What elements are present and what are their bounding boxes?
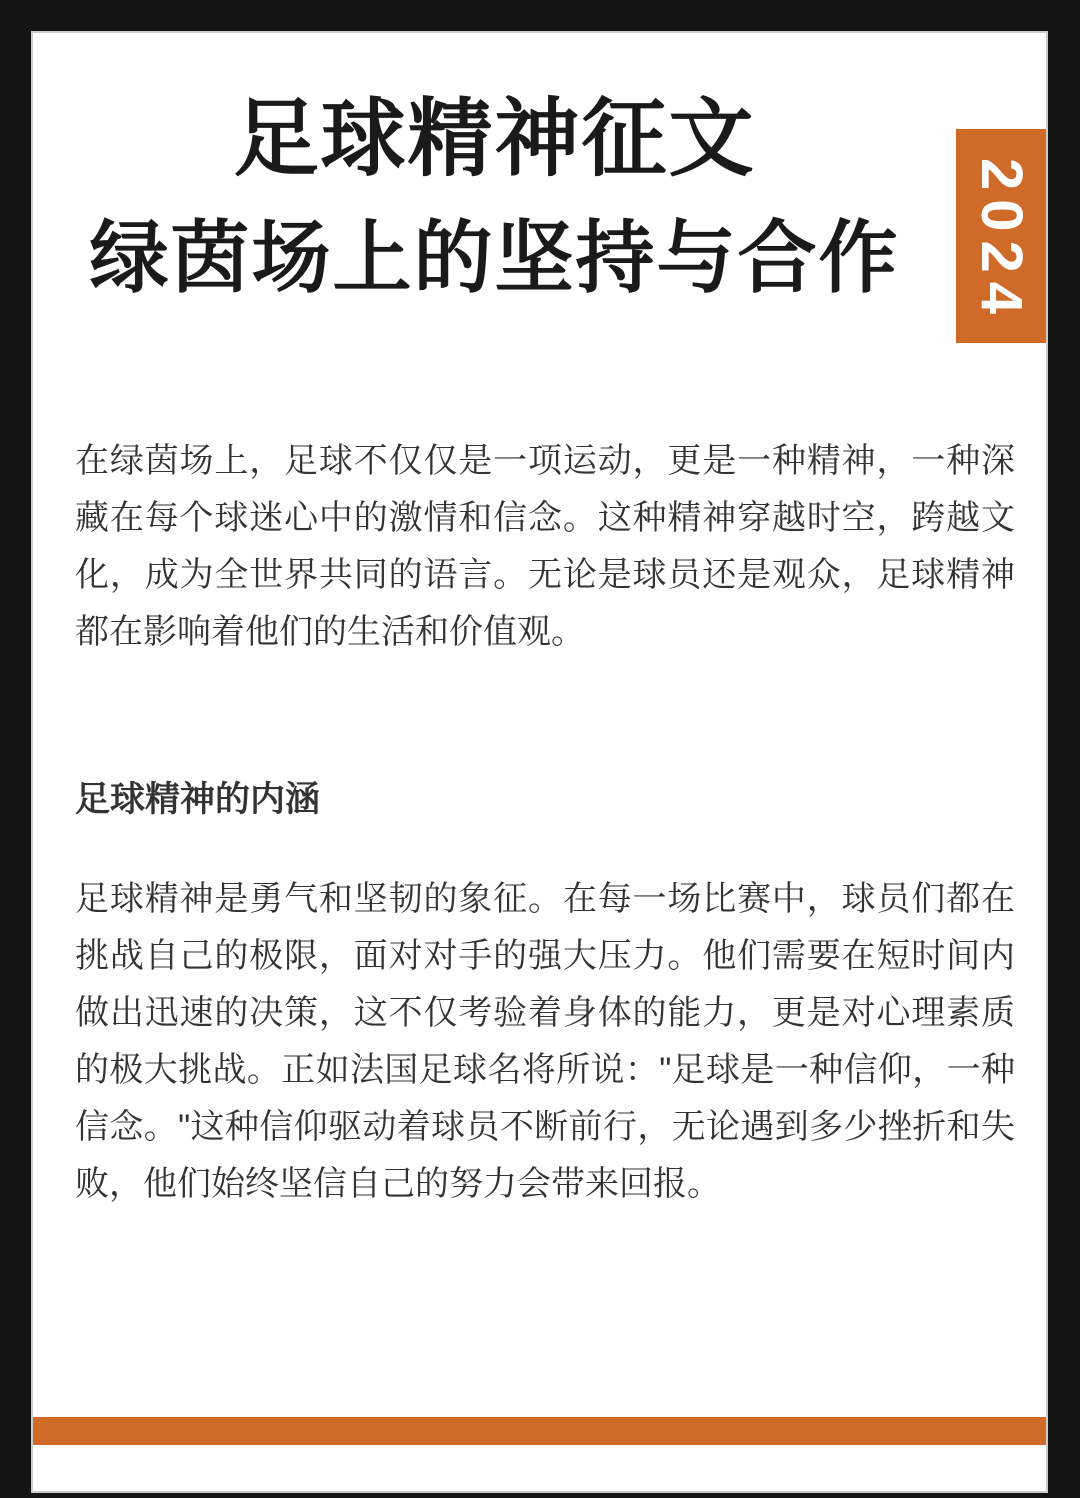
intro-paragraph: 在绿茵场上，足球不仅仅是一项运动，更是一种精神，一种深藏在每个球迷心中的激情和信念。这种精神穿越时空，跨越文化，成为全世界共同的语言。无论是球员还是观众，足球精神都在影响着他们的生活和价值观。 — [75, 442, 1015, 651]
page-subtitle: 绿茵场上的坚持与合作 — [89, 213, 900, 302]
bottom-accent-bar — [33, 1417, 1046, 1445]
section-heading: 足球精神的内涵 — [75, 780, 321, 819]
year-badge — [956, 129, 1046, 343]
title-area — [33, 92, 956, 302]
year-badge-text: 2024 — [969, 157, 1034, 324]
page-title: 足球精神征文 — [233, 92, 756, 187]
document-page — [33, 33, 1046, 1491]
section-paragraph: 足球精神是勇气和坚韧的象征。在每一场比赛中，球员们都在挑战自己的极限，面对对手的强大压力。他们需要在短时间内做出迅速的决策，这不仅考验着身体的能力，更是对心理素质的极大挑战。正如法国足球名将所说："足球是一种信仰，一种信念。"这种信仰驱动着球员不断前行，无论遇到多少挫折和失败，他们始终坚信自己的努力会带来回报。 — [75, 880, 1015, 1203]
